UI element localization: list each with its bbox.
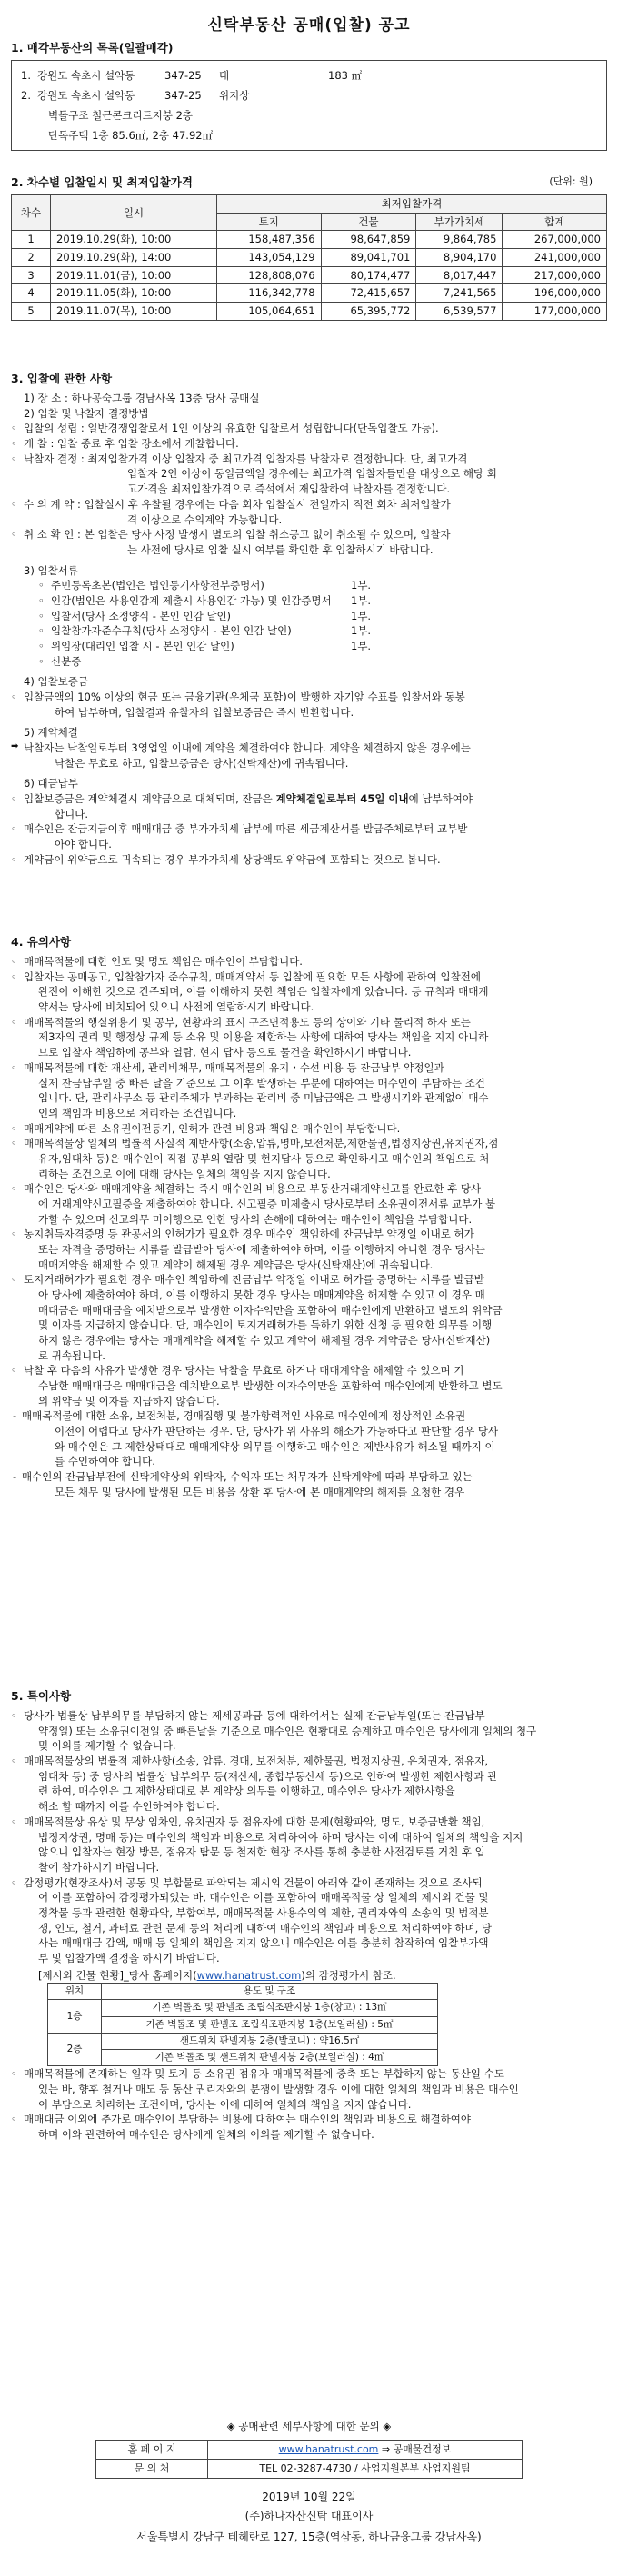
lot-number: 347-25: [164, 88, 202, 102]
header-usage: 용도 및 구조: [102, 1984, 438, 2000]
bid-method-heading: 2) 입찰 및 낙찰자 결정방법: [24, 406, 149, 420]
text-line: ◦ 당사가 법률상 납부의무를 부담하지 않는 제세공과금 등에 대하여서는 실제 잔금납부일(또는 잔금납부: [11, 1708, 607, 1724]
deposit-item: ◦ 입찰금액의 10% 이상의 현금 또는 금융기관(우체국 포함)이 발행한 자기앞 수표를 입찰서와 동봉: [11, 690, 607, 705]
payment-cont: 아야 합니다.: [55, 837, 112, 850]
cell-usage: 기존 벽돌조 및 판넬조 조립식조판지붕 1층(창고) : 13㎡: [102, 2000, 438, 2016]
property-box: [11, 60, 607, 151]
homepage-path: ⇒ 공매물건정보: [378, 2442, 452, 2455]
cell-vat: 8,017,447: [416, 266, 503, 284]
contract-cont: 낙찰은 무효로 하고, 입찰보증금은 당사(신탁재산)에 귀속됩니다.: [55, 756, 349, 770]
text-line: 부 및 입찰가액 결정을 하시기 바랍니다.: [38, 1951, 220, 1964]
text-line: ◦ 매매대금 이외에 추가로 매수인이 부담하는 비용에 대하여는 매수인의 책임과 비용으로 해결하여야: [11, 2112, 607, 2127]
section-heading: 2. 차수별 입찰일시 및 최저입찰가격: [11, 175, 193, 189]
doc-count: 1부.: [351, 624, 372, 638]
bid-method-cont: 격 이상으로 수의계약 가능합니다.: [127, 512, 283, 526]
section-special: [11, 1688, 607, 2143]
bid-method-cont: 입찰자 2인 이상이 동일금액일 경우에는 최고가격 입찰자들만을 대상으로 해당 회: [127, 467, 497, 481]
company-address: 서울특별시 강남구 테헤란로 127, 15층(역삼동, 하나금융그룹 강남사옥): [136, 2531, 482, 2544]
header-building: 건물: [321, 213, 416, 231]
table-row: [12, 231, 607, 249]
bid-doc-item: [11, 578, 607, 593]
doc-count: 1부.: [351, 579, 372, 592]
table-row: [48, 2033, 438, 2049]
deposit-cont: 하여 납부하며, 입찰결과 유찰자의 입찰보증금은 즉시 반환합니다.: [55, 705, 354, 719]
text-line: 인의 책임과 비용으로 처리하는 조건입니다.: [38, 1106, 237, 1119]
section-heading: 3. 입찰에 관한 사항: [11, 372, 113, 385]
bid-method-item: ◦ 입찰의 성립 : 일반경쟁입찰로서 1인 이상의 유효한 입찰로서 성립합니다(단독입찰도 가능).: [11, 421, 607, 436]
special-list-after: [11, 2066, 607, 2142]
section-property-list: [11, 40, 607, 151]
table-row: [12, 303, 607, 321]
building-note-text: )의 감정평가서 참조.: [301, 1968, 396, 1982]
bid-place: 1) 장 소 : 하나공숙그룹 경남사옥 13층 당사 공매실: [24, 392, 260, 405]
cell-usage: 샌드위치 판넬지붕 2층(발코니) : 약16.5㎡: [102, 2033, 438, 2049]
bid-doc-item: [11, 639, 607, 654]
land-category: 대: [219, 68, 230, 82]
cell-vat: 6,539,577: [416, 303, 503, 321]
text-line: 정착물 등과 관련한 현황파악, 부합여부, 매매목적물 사용수익의 제한, 권리자와의 소송의 및 법적분: [38, 1905, 489, 1919]
table-row: [96, 2459, 523, 2478]
text-line: ◦ 매매계약에 따른 소유권이전등기, 인허가 관련 비용과 책임은 매수인이 부담합니다.: [11, 1121, 607, 1137]
text-line: 사는 매매대금 감액, 매매 등 일체의 책임을 지지 않으니 매수인은 이를 충분히 참작하여 입찰부가액: [38, 1936, 489, 1950]
cell-building: 98,647,859: [321, 231, 416, 249]
text-line: 않으니 입찰자는 현장 방문, 점유자 탐문 등 철저한 현장 조사를 통해 충분한 사전검토를 거친 후 입: [38, 1845, 485, 1859]
homepage-label: 홈 페 이 지: [96, 2440, 208, 2459]
section-heading: 4. 유의사항: [11, 935, 72, 949]
header-vat: 부가가치세: [416, 213, 503, 231]
cell-date: 2019.10.29(화), 14:00: [51, 249, 217, 267]
row-number: 2.: [21, 88, 31, 102]
doc-label: ◦ 위임장(대리인 입찰 시 - 본인 인감 날인): [38, 639, 351, 654]
section-bidding: [11, 371, 607, 867]
contact-label: 문 의 처: [96, 2459, 208, 2478]
cell-round: 5: [12, 303, 51, 321]
contact-value: TEL 02-3287-4730 / 사업지원본부 사업지원팀: [208, 2459, 523, 2478]
contact-section: [0, 2419, 618, 2546]
text-line: ◦ 매매목적물에 존재하는 일각 및 토지 등 소유권 점유자 매매목적물에 중축 또는 부합하지 않는 동산일 수도: [11, 2066, 607, 2082]
text-line: ◦ 감정평가(현장조사)서 공동 및 부합물로 파악되는 제시외 건물이 아래와 같이 존재하는 것으로 조사되: [11, 1875, 607, 1891]
table-header-row: [12, 195, 607, 214]
cell-date: 2019.11.01(금), 10:00: [51, 266, 217, 284]
table-row: [12, 249, 607, 267]
text-line: - 매매목적물에 대한 소유, 보전처분, 경매집행 및 불가항력적인 사유로 매수인에게 정상적인 소유권: [11, 1408, 607, 1424]
text-line: 실제 잔금납부일 중 빠른 날을 기준으로 그 이후 발생하는 부분에 대하여는 매수인이 부담하는 조건: [38, 1076, 485, 1089]
cell-total: 267,000,000: [503, 231, 607, 249]
doc-label: ◦ 입찰참가자준수규칙(당사 소정양식 - 본인 인감 날인): [38, 623, 351, 639]
contact-table: [95, 2440, 523, 2479]
text-line: 에 거래계약신고필증을 제출하여야 합니다. 신고필증 미제출시 당사로부터 소유권이전서류 교부가 불: [38, 1197, 496, 1210]
text-line: 므로 입찰자 책임하에 공부와 열람, 현지 답사 등으로 물건을 확인하시기 바랍니다.: [38, 1046, 412, 1059]
text-line: 약서는 당사에 비치되어 있으니 사전에 열람하시기 바랍니다.: [38, 1000, 314, 1014]
text-line: ◦ 낙찰 후 다음의 사유가 발생한 경우 당사는 낙찰을 무효로 하거나 매매계약을 해제할 수 있으며 기: [11, 1363, 607, 1378]
section-heading: 5. 특이사항: [11, 1689, 72, 1703]
cell-building: 72,415,657: [321, 284, 416, 303]
doc-label: ◦ 인감(법인은 사용인감계 제출시 사용인감 가능) 및 인감증명서: [38, 593, 351, 609]
bid-method-item: ◦ 수 의 계 약 : 입찰실시 후 유찰될 경우에는 다음 회차 입찰실시 전일까지 직전 회차 최저입찰가: [11, 497, 607, 512]
text-line: - 매수인의 잔금납부전에 신탁계약상의 위탁자, 수익자 또는 채무자가 신탁계약에 따라 부담하고 있는: [11, 1469, 607, 1485]
bid-method-item: ◦ 낙찰자 결정 : 최저입찰가격 이상 입찰자 중 최고가격 입찰자를 낙찰자로 결정합니다. 단, 최고가격: [11, 452, 607, 467]
section-notices: [11, 934, 607, 1499]
text-line: 하지 않은 경우에는 당사는 매매계약을 해제할 수 있고 계약이 해제될 경우 계약금은 당사(신탁재산): [38, 1333, 491, 1347]
cell-round: 3: [12, 266, 51, 284]
bid-doc-item: [11, 623, 607, 639]
text-line: 어 이를 포함하여 감정평가되었는 바, 매수인은 이를 포함하여 매매목적물 상 일체의 제시외 건물 및: [38, 1891, 489, 1905]
deposit-heading: 4) 입찰보증금: [24, 675, 89, 689]
bid-method-cont: 고가격을 최저입찰가격으로 즉석에서 재입찰하여 낙찰자를 결정합니다.: [127, 482, 451, 496]
doc-label: ◦ 주민등록초본(법인은 법인등기사항전부증명서): [38, 578, 351, 593]
cell-total: 217,000,000: [503, 266, 607, 284]
text-line: 모든 채무 및 당사에 발생된 모든 비용을 상환 후 당사에 본 매매계약의 해제를 요청한 경우: [55, 1485, 465, 1498]
header-date: 일시: [51, 195, 217, 231]
homepage-link[interactable]: www.hanatrust.com: [196, 1968, 302, 1982]
page-title: 신탁부동산 공매(입찰) 공고: [207, 16, 411, 35]
cell-vat: 7,241,565: [416, 284, 503, 303]
payment-text: 입찰보증금은 계약체결시 계약금으로 대체되며, 잔금은: [24, 791, 276, 805]
cell-date: 2019.11.07(목), 10:00: [51, 303, 217, 321]
bid-method-item: ◦ 개 찰 : 입찰 종료 후 입찰 장소에서 개찰합니다.: [11, 436, 607, 452]
special-list: [11, 1708, 607, 1965]
bid-method-item: ◦ 취 소 확 인 : 본 입찰은 당사 사정 발생시 별도의 입찰 취소공고 없이 취소될 수 있으며, 입찰자: [11, 527, 607, 542]
building-table: [47, 1983, 438, 2066]
text-line: ◦ 매매목적물상 일체의 법률적 사실적 제반사항(소송,압류,명마,보전처분,제한물권,법정지상권,유치권자,점: [11, 1136, 607, 1151]
unit-label: (단위: 원): [549, 175, 593, 187]
text-line: ◦ 매수인은 당사와 매매계약을 체결하는 즉시 매수인의 비용으로 부동산거래계약신고를 완료한 후 당사: [11, 1181, 607, 1197]
text-line: 가할 수 있으며 신고의무 미이행으로 인한 당사의 손해에 대하여는 매수인이 책임을 부담합니다.: [38, 1212, 473, 1226]
text-line: 제3자의 권리 및 행정상 규제 등 소유 및 이용을 제한하는 사항에 대하여 당사는 책임을 지지 아니하: [38, 1030, 489, 1044]
cell-land: 105,064,651: [217, 303, 322, 321]
payment-item: [11, 791, 607, 807]
text-line: 완전이 이해한 것으로 간주되며, 이를 이해하지 못한 책임은 입찰자에게 있습니다. 등 규칙과 매매계: [38, 985, 489, 999]
cell-usage: 기존 벽돌조 및 판넬조 조립식조판지붕 1층(보일러실) : 5㎡: [102, 2016, 438, 2033]
text-line: 하며 이와 관련하여 매수인은 당사에게 일체의 이의를 제기할 수 없습니다.: [38, 2128, 374, 2141]
table-header-row: [48, 1984, 438, 2000]
text-line: 및 이의를 제기할 수 없습니다.: [38, 1739, 176, 1753]
land-category: 위지상: [219, 88, 250, 102]
cell-total: 241,000,000: [503, 249, 607, 267]
bid-docs-heading: 3) 입찰서류: [24, 563, 78, 577]
contract-heading: 5) 계약체결: [24, 726, 78, 740]
contact-heading: ◈ 공매관련 세부사항에 대한 문의 ◈: [226, 2420, 392, 2432]
cell-date: 2019.10.29(화), 10:00: [51, 231, 217, 249]
text-line: 약정일) 또는 소유권이전일 중 빠른날을 기준으로 매수인은 현황대로 승계하고 매수인은 당사에게 일체의 청구: [38, 1724, 537, 1737]
homepage-link[interactable]: www.hanatrust.com: [278, 2442, 379, 2455]
table-row: [96, 2440, 523, 2459]
text-line: 이 부담으로 처리하는 조건이며, 당사는 이에 대하여 일체의 책임을 지지 않습니다.: [38, 2097, 412, 2111]
text-line: 입니다. 단, 관리사무소 등 관리주체가 부과하는 관리비 중 미납금액은 그 발생시기와 관계없이 매수: [38, 1091, 489, 1105]
text-line: 와 매수인은 그 제한상태대로 매매계약상 의무를 이행하고 매수인은 제반사유가 해소될 때까지 이: [55, 1439, 495, 1453]
table-row: [48, 2050, 438, 2066]
land-area: 183 ㎡: [328, 68, 363, 82]
cell-total: 196,000,000: [503, 284, 607, 303]
company-name: (주)하나자산신탁 대표이사: [244, 2510, 374, 2523]
text-line: ◦ 매매목적물에 대한 인도 및 명도 책임은 매수인이 부담합니다.: [11, 954, 607, 970]
contract-item: ➡ 낙찰자는 낙찰일로부터 3영업일 이내에 계약을 체결하여야 합니다. 계약을 체결하지 않을 경우에는: [11, 741, 607, 756]
cell-land: 143,054,129: [217, 249, 322, 267]
property-row-1: [21, 65, 597, 85]
notice-list: [11, 954, 607, 1499]
cell-position: 1층: [48, 2000, 102, 2033]
row-number: 1.: [21, 68, 31, 82]
header-position: 위치: [48, 1984, 102, 2000]
table-row: [12, 266, 607, 284]
cell-land: 116,342,778: [217, 284, 322, 303]
doc-label: ◦ 입찰서(당사 소정양식 - 본인 인감 날인): [38, 609, 351, 624]
bid-method-cont: 는 사전에 당사로 입찰 실시 여부를 확인한 후 입찰하시기 바랍니다.: [127, 542, 434, 556]
building-note: [11, 1968, 607, 1984]
text-line: ◦ 매매목적물에 대한 재산세, 관리비채무, 매매목적물의 유지・수선 비용 등 잔금납부 약정일과: [11, 1060, 607, 1076]
payment-heading: 6) 대금납부: [24, 777, 78, 791]
doc-count: 1부.: [351, 609, 372, 622]
text-line: 또는 자격을 증명하는 서류를 발급받아 당사에 제출하여야 하며, 이를 이행하지 아니한 경우 당사는: [38, 1242, 485, 1256]
cell-total: 177,000,000: [503, 303, 607, 321]
cell-round: 2: [12, 249, 51, 267]
section-heading: 1. 매각부동산의 목록(일괄매각): [11, 41, 174, 55]
text-line: 련 하여, 매수인은 그 제한상태대로 본 계약상 의무를 이행하고, 매수인은 당사가 제한사항을: [38, 1785, 455, 1798]
building-note-text: [제시외 건물 현황]_당사 홈페이지(: [38, 1968, 197, 1982]
text-line: 법정지상권, 명매 등)는 매수인의 책임과 비용으로 처리하여야 하며 당사는 이에 대하여 일체의 책임을 지지: [38, 1830, 523, 1844]
bid-doc-item: [11, 609, 607, 624]
doc-label: ◦ 신분증: [38, 654, 351, 670]
text-line: ◦ 농지취득자격증명 등 관공서의 인허가가 필요한 경우 매수인 책임하에 잔금납부 약정일 이내로 허가: [11, 1227, 607, 1242]
text-line: ◦ 매매목적물상 유상 및 무상 임차인, 유치권자 등 점유자에 대한 문제(현황파악, 명도, 보증금반환 책임,: [11, 1815, 607, 1830]
payment-item: ◦ 계약금이 위약금으로 귀속되는 경우 부가가치세 상당액도 위약금에 포함되는 것으로 봅니다.: [11, 852, 607, 868]
text-line: 해소 할 때까지 이를 수인하여야 합니다.: [38, 1800, 220, 1814]
table-row: [48, 2000, 438, 2016]
schedule-table: [11, 194, 607, 321]
text-line: 쟁, 인도, 철거, 과태료 관련 문제 등의 처리에 대하여 매수인의 책임과 비용으로 처리하여야 하며, 당: [38, 1921, 493, 1934]
text-line: ◦ 매매목적물의 행실위용기 및 공부, 현황과의 표시 구조면적용도 등의 상이와 기타 물리적 하자 또는: [11, 1015, 607, 1030]
header-total: 합계: [503, 213, 607, 231]
property-address: 강원도 속초시 설악동: [37, 88, 135, 102]
header-min-price: 최저입찰가격: [217, 195, 607, 214]
text-line: 리하는 조건으로 이에 대해 당사는 일체의 책임을 지지 않습니다.: [38, 1167, 331, 1180]
cell-land: 158,487,356: [217, 231, 322, 249]
text-line: 를 수인하여야 합니다.: [55, 1455, 155, 1468]
payment-item: ◦ 매수인은 잔금지급이후 매매대금 중 부가가치세 납부에 따른 세금계산서를 발급주체로부터 교부받: [11, 821, 607, 837]
bid-doc-item: [11, 654, 607, 670]
cell-building: 89,041,701: [321, 249, 416, 267]
cell-land: 128,808,076: [217, 266, 322, 284]
text-line: 유자,임대차 등)은 매수인이 직접 공부의 열람 및 현지답사 등으로 확인하시고 매수인의 책임으로 처: [38, 1151, 490, 1165]
cell-building: 65,395,772: [321, 303, 416, 321]
payment-cont: 합니다.: [55, 807, 88, 821]
text-line: 이전이 어렵다고 당사가 판단하는 경우. 단, 당사가 위 사유의 해소가 가능하다고 판단할 경우 당사: [55, 1424, 499, 1437]
bid-doc-item: [11, 593, 607, 609]
text-line: 찰에 참가하시기 바랍니다.: [38, 1860, 160, 1874]
text-line: 매매계약을 해제할 수 있고 계약이 해제될 경우 계약금은 당사(신탁재산)에 귀속됩니다.: [38, 1258, 434, 1271]
text-line: 아 당사에 제출하여야 하며, 이를 이행하지 못한 경우 당사는 매매계약을 해제할 수 있고 이 경우 매: [38, 1288, 485, 1301]
section-schedule: [11, 174, 607, 321]
homepage-value: [208, 2440, 523, 2459]
property-row-2: [21, 85, 597, 105]
text-line: 임대차 등) 중 당사의 법률상 납부의무 등(재산세, 종합부동산세 등)으로 인하여 발생한 제한사항과 관: [38, 1769, 498, 1783]
payment-deadline: 계약체결일로부터 45일 이내: [275, 791, 409, 805]
payment-text: 에 납부하여야: [408, 791, 473, 805]
property-address: 강원도 속초시 설악동: [37, 68, 135, 82]
table-row: [48, 2016, 438, 2033]
doc-count: 1부.: [351, 593, 372, 607]
cell-position: 2층: [48, 2033, 102, 2065]
building-floors: 단독주택 1층 85.6㎡, 2층 47.92㎡: [48, 128, 214, 142]
cell-vat: 8,904,170: [416, 249, 503, 267]
cell-usage: 기존 벽돌조 및 샌드위치 판넬지붕 2층(보일러실) : 4㎡: [102, 2050, 438, 2066]
text-line: ◦ 매매목적물상의 법률적 제한사항(소송, 압류, 경매, 보전처분, 제한물권, 법정지상권, 유치권자, 점유자,: [11, 1754, 607, 1769]
cell-building: 80,174,477: [321, 266, 416, 284]
text-line: ◦ 토지거래허가가 필요한 경우 매수인 책임하에 잔금납부 약정일 이내로 허가를 증명하는 서류를 발급받: [11, 1272, 607, 1288]
cell-date: 2019.11.05(화), 10:00: [51, 284, 217, 303]
text-line: 매대금은 매매대금을 예치받으로부 발생한 이자수익만을 포함하여 매수인에게 반환하고 별도의 위약금: [38, 1303, 503, 1317]
cell-vat: 9,864,785: [416, 231, 503, 249]
doc-count: 1부.: [351, 639, 372, 652]
header-round: 차수: [12, 195, 51, 231]
building-structure: 벽돌구조 철근콘크리트지붕 2층: [48, 108, 194, 122]
lot-number: 347-25: [164, 68, 202, 82]
header-land: 토지: [217, 213, 322, 231]
table-row: [12, 284, 607, 303]
text-line: 수납한 매매대금은 매매대금을 예치받으로부 발생한 이자수익만을 포함하여 매수인에게 반환하고 별도: [38, 1378, 503, 1392]
text-line: ◦ 입찰자는 공매공고, 입찰참가자 준수규칙, 매매계약서 등 입찰에 필요한 모든 사항에 관하여 입찰전에: [11, 970, 607, 985]
cell-round: 4: [12, 284, 51, 303]
cell-round: 1: [12, 231, 51, 249]
notice-date: 2019년 10월 22일: [262, 2490, 356, 2503]
text-line: 로 귀속됩니다.: [38, 1348, 105, 1362]
text-line: 및 이자를 지급하지 않습니다. 단, 매수인이 토지거래허가를 득하기 위한 신청 등 필요한 의무를 이행: [38, 1318, 493, 1332]
text-line: 있는 바, 향후 철거나 매도 등 동산 권리자와의 분쟁이 발생할 경우 이에 대한 일체의 책임과 비용은 매수인: [38, 2082, 519, 2095]
text-line: 의 위약금 및 이자를 지급하지 않습니다.: [38, 1394, 220, 1407]
